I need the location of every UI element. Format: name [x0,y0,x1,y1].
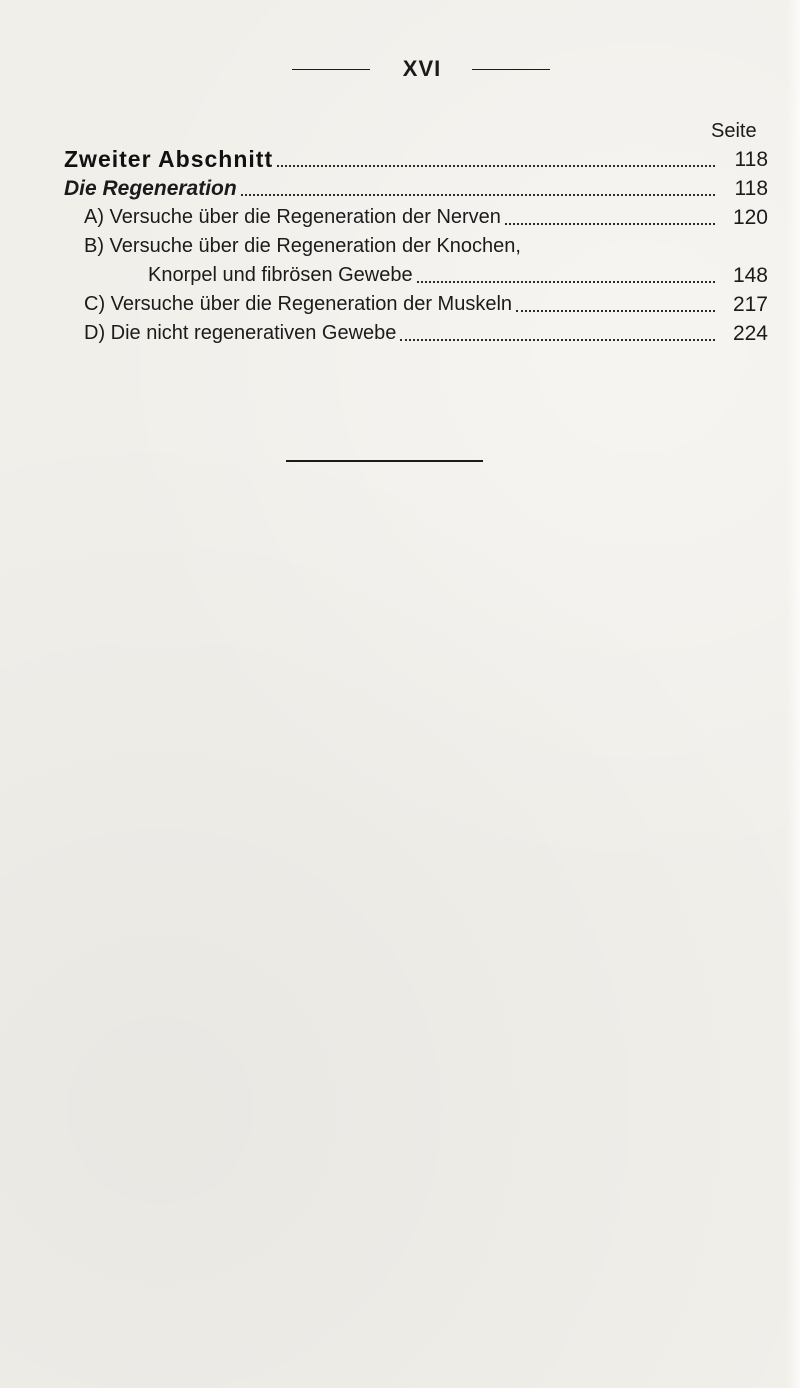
toc-entry-page: 217 [732,293,768,316]
closing-rule [286,460,483,462]
toc-entry-label: D) Die nicht regenerativen Gewebe [84,322,397,344]
column-heading-seite: Seite [711,120,757,142]
toc-entry-label: C) Versuche über die Regeneration der Muskeln [84,293,513,315]
toc-entry-label: A) Versuche über die Regeneration der Nerven [84,206,501,228]
toc-entry-page: 148 [732,264,768,287]
toc-entry-label: Die Regeneration [64,177,237,200]
page-edge [786,0,800,1388]
table-of-contents [64,145,768,348]
toc-entry-page: 224 [732,322,768,345]
dot-leader-empty [525,225,715,254]
toc-entry-label: B) Versuche über die Regeneration der Knochen, [84,235,521,257]
header-rule-right [472,69,550,70]
toc-entry-page: 118 [734,177,768,200]
toc-entry-page: 120 [732,206,768,229]
dot-leader [241,167,715,196]
header-rule-left [292,69,370,70]
page-header [0,56,800,82]
dot-leader [505,196,715,225]
page-number: XVI [402,56,442,81]
dot-leader [400,312,715,341]
toc-entry-label: Zweiter Abschnitt [64,146,274,172]
dot-leader [417,254,715,283]
toc-entry-page: 118 [734,148,768,171]
dot-leader [277,138,715,167]
dot-leader [516,283,715,312]
toc-entry-d [64,319,768,348]
toc-entry-label: Knorpel und fibrösen Gewebe [148,264,413,286]
